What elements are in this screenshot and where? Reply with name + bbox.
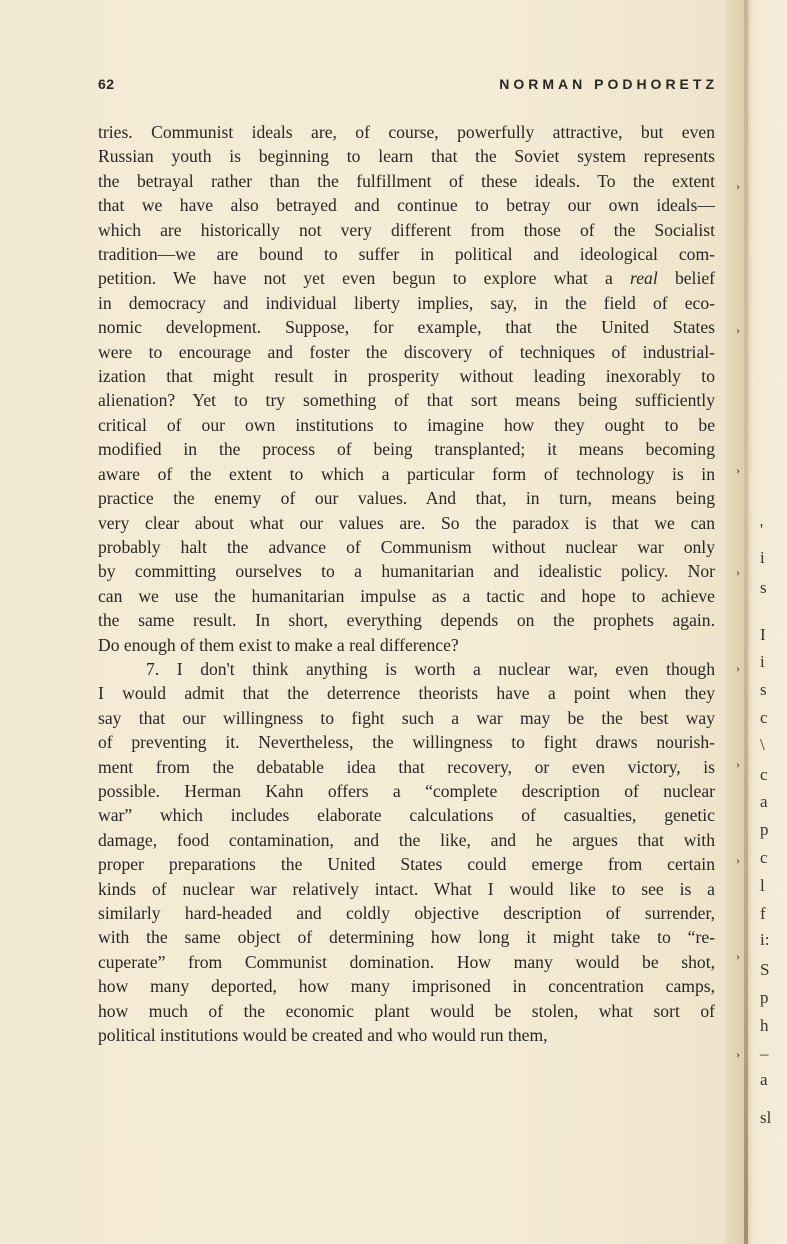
bleed-letter: c (760, 765, 768, 784)
bleed-letter: p (760, 820, 769, 839)
text-line: practice the enemy of our values. And that, in turn, means being (98, 488, 715, 509)
bleed-letter: c (760, 708, 768, 727)
bleed-letter: s (760, 680, 767, 699)
text-line: how much of the economic plant would be stolen, what sort of (98, 1000, 715, 1021)
text-line: ization that might result in prosperity without leading inexorably to (98, 366, 715, 387)
text-line: that we have also betrayed and continue to betray our own ideals— (98, 195, 715, 216)
binding-shadow (744, 0, 748, 1244)
emphasis-real: real (630, 268, 658, 289)
text-line: modified in the process of being transplanted; it means becoming (98, 439, 715, 460)
text-line: very clear about what our values are. So the paradox is that we can (98, 512, 715, 533)
running-head: NORMAN PODHORETZ (499, 76, 718, 92)
text-line: tries. Communist ideals are, of course, powerfully attractive, but even (98, 122, 715, 142)
gutter-tick: › (736, 1047, 740, 1061)
text-line: proper preparations the United States could emerge from certain (98, 854, 715, 875)
text-line: alienation? Yet to try something of that sort means being sufficiently (98, 390, 715, 411)
text-line: critical of our own institutions to imagine how they ought to be (98, 414, 715, 435)
gutter-tick: › (736, 949, 740, 963)
gutter-tick: › (736, 661, 740, 675)
text-line: political institutions would be created and who would run them, (98, 1025, 548, 1046)
text-line: kinds of nuclear war relatively intact. What I would like to see is a (98, 878, 715, 899)
text-line: tradition—we are bound to suffer in political and ideological com- (98, 244, 715, 265)
paragraph-1 (98, 120, 715, 657)
text-line: aware of the extent to which a particular form of technology is in (98, 463, 715, 484)
page-header (98, 76, 718, 100)
bleed-letter: c (760, 848, 768, 867)
text-line: ment from the debatable idea that recovery, or even victory, is (98, 756, 715, 777)
text-line: damage, food contamination, and the like, and he argues that with (98, 829, 715, 850)
bleed-letter: p (760, 988, 769, 1007)
bleed-letter: \ (760, 735, 765, 754)
bleed-letter: a (760, 792, 768, 811)
bleed-letter: a (760, 1070, 768, 1089)
bleed-letter: – (760, 1044, 769, 1063)
bleed-letter: s (760, 578, 767, 597)
text-line: Russian youth is beginning to learn that the Soviet system represents (98, 146, 715, 167)
bleed-letter: i (760, 548, 765, 567)
bleed-letter: f (760, 904, 766, 923)
text-line: cuperate” from Communist domination. How many would be shot, (98, 951, 715, 972)
text-line: say that our willingness to fight such a war may be the best way (98, 707, 715, 728)
text-line: petition. We have not yet even begun to explore what a real belief (98, 268, 715, 289)
text-line: the betrayal rather than the fulfillment of these ideals. To the extent (98, 170, 715, 191)
text-line: in democracy and individual liberty implies, say, in the field of eco- (98, 292, 715, 313)
text-line: possible. Herman Kahn offers a “complete description of nuclear (98, 780, 715, 801)
text-line: which are historically not very different from those of the Socialist (98, 219, 715, 240)
body-text (98, 120, 715, 1047)
gutter-tick: › (736, 179, 740, 193)
text-line: 7. I don't think anything is worth a nuclear war, even though (146, 658, 715, 679)
text-line: nomic development. Suppose, for example, that the United States (98, 317, 715, 338)
gutter-tick: › (736, 323, 740, 337)
bleed-letter: ' (760, 520, 764, 539)
bleed-letter: I (760, 625, 766, 644)
text-line: by committing ourselves to a humanitarian and idealistic policy. Nor (98, 561, 715, 582)
paragraph-2 (98, 657, 715, 1048)
text-line: probably halt the advance of Communism without nuclear war only (98, 536, 715, 557)
gutter-tick: › (736, 757, 740, 771)
text-line: the same result. In short, everything depends on the prophets again. (98, 610, 715, 631)
bleed-letter: l (760, 876, 765, 895)
text-line: similarly hard-headed and coldly objective description of surrender, (98, 903, 715, 923)
text-line: with the same object of determining how long it might take to “re- (98, 927, 715, 948)
text-line: Do enough of them exist to make a real difference? (98, 634, 459, 655)
bleed-letter: S (760, 960, 770, 979)
text-line: war” which includes elaborate calculations of casualties, genetic (98, 805, 715, 826)
bleed-letter: i (760, 652, 765, 671)
gutter-tick: › (736, 463, 740, 477)
text-line: can we use the humanitarian impulse as a tactic and hope to achieve (98, 585, 715, 606)
page-number: 62 (98, 76, 115, 92)
bleed-letter: sl (760, 1108, 772, 1127)
gutter-tick: › (736, 853, 740, 867)
bleed-through-column (760, 0, 787, 1244)
bleed-letter: h (760, 1016, 769, 1035)
text-line: were to encourage and foster the discovery of techniques of industrial- (98, 341, 715, 362)
gutter-tick: › (736, 565, 740, 579)
text-line: how many deported, how many imprisoned in concentration camps, (98, 976, 715, 997)
text-line: I would admit that the deterrence theorists have a point when they (98, 683, 715, 704)
bleed-letter: i: (760, 930, 770, 949)
text-line: of preventing it. Nevertheless, the willingness to fight draws nourish- (98, 732, 715, 753)
